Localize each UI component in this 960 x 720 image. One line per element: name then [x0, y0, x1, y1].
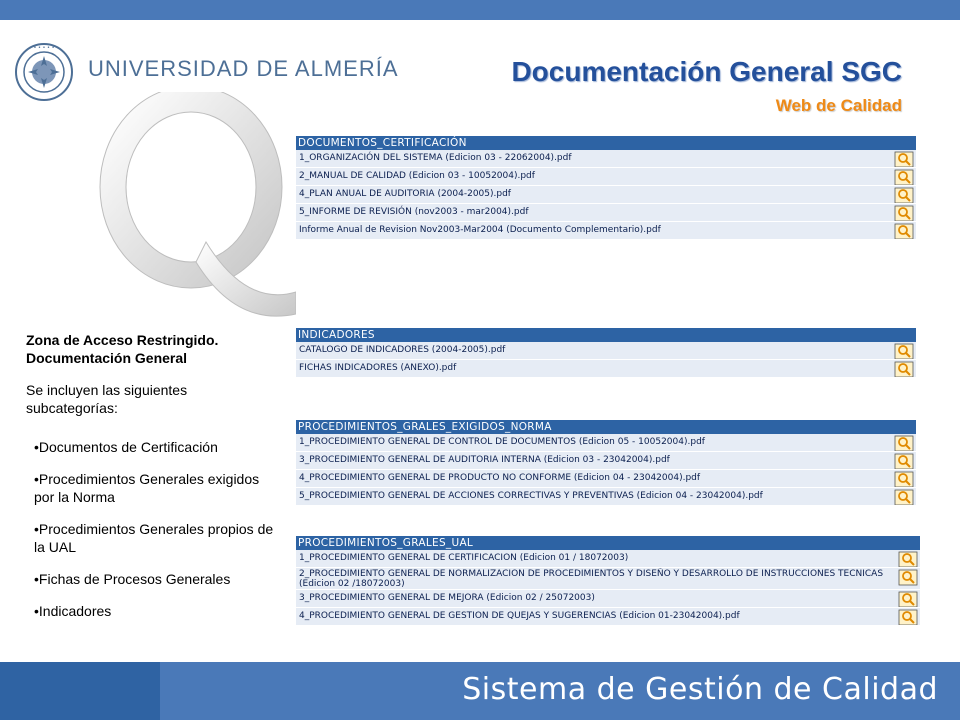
- file-link[interactable]: Informe Anual de Revision Nov2003-Mar2004 (Documento Complementario).pdf: [299, 225, 661, 235]
- section-header: INDICADORES: [296, 328, 916, 342]
- subcategory-list: [34, 438, 274, 634]
- university-name: UNIVERSIDAD DE ALMERÍA: [88, 56, 399, 81]
- section-procedimientos-exigidos-norma: [296, 420, 916, 506]
- file-row[interactable]: [296, 550, 920, 568]
- file-row[interactable]: [296, 186, 916, 204]
- magnifier-document-icon[interactable]: [894, 223, 914, 240]
- file-link[interactable]: 5_INFORME DE REVISIÓN (nov2003 - mar2004).pdf: [299, 207, 529, 217]
- file-row[interactable]: [296, 204, 916, 222]
- sidebar-description: [26, 331, 276, 417]
- restricted-zone-heading: [26, 331, 276, 367]
- section-indicadores: [296, 328, 916, 378]
- file-link[interactable]: 4_PROCEDIMIENTO GENERAL DE PRODUCTO NO CONFORME (Edicion 04 - 23042004).pdf: [299, 473, 701, 483]
- file-link[interactable]: 4_PLAN ANUAL DE AUDITORIA (2004-2005).pdf: [299, 189, 511, 199]
- magnifier-document-icon[interactable]: [894, 471, 914, 488]
- subcategory-item[interactable]: • Fichas de Procesos Generales: [34, 570, 274, 588]
- file-link[interactable]: 5_PROCEDIMIENTO GENERAL DE ACCIONES CORRECTIVAS Y PREVENTIVAS (Edicion 04 - 23042004).pdf: [299, 491, 763, 501]
- subcategory-item[interactable]: • Procedimientos Generales propios de la UAL: [34, 520, 274, 556]
- file-link[interactable]: 1_ORGANIZACIÓN DEL SISTEMA (Edicion 03 - 22062004).pdf: [299, 153, 572, 163]
- file-row[interactable]: [296, 488, 916, 506]
- page-title: Documentación General SGC: [511, 56, 902, 87]
- file-link[interactable]: CATALOGO DE INDICADORES (2004-2005).pdf: [299, 345, 506, 355]
- magnifier-document-icon[interactable]: [894, 187, 914, 204]
- section-header: PROCEDIMIENTOS_GRALES_UAL: [296, 536, 920, 550]
- file-row[interactable]: [296, 434, 916, 452]
- magnifier-document-icon[interactable]: [898, 551, 918, 568]
- magnifier-document-icon[interactable]: [898, 609, 918, 626]
- file-row[interactable]: [296, 222, 916, 240]
- restricted-zone-line-2: Documentación General: [26, 350, 188, 366]
- file-link[interactable]: 4_PROCEDIMIENTO GENERAL DE GESTION DE QUEJAS Y SUGERENCIAS (Edicion 01-23042004).pdf: [299, 611, 740, 621]
- file-row[interactable]: [296, 590, 920, 608]
- section-procedimientos-ual: [296, 536, 920, 626]
- file-link[interactable]: 1_PROCEDIMIENTO GENERAL DE CONTROL DE DOCUMENTOS (Edicion 05 - 10052004).pdf: [299, 437, 705, 447]
- file-link[interactable]: 2_PROCEDIMIENTO GENERAL DE NORMALIZACION DE PROCEDIMIENTOS Y DISEÑO Y DESARROLLO DE INSTRUCCIONES TECNICAS (Edicion 02 /18072003): [299, 569, 884, 589]
- footer-title: Sistema de Gestión de Calidad: [462, 672, 938, 707]
- magnifier-document-icon[interactable]: [898, 591, 918, 608]
- section-documentos-certificacion: [296, 136, 916, 240]
- university-logo[interactable]: [14, 40, 399, 100]
- file-row[interactable]: [296, 168, 916, 186]
- file-link[interactable]: 1_PROCEDIMIENTO GENERAL DE CERTIFICACION (Edicion 01 / 18072003): [299, 553, 629, 563]
- file-row[interactable]: [296, 452, 916, 470]
- magnifier-document-icon[interactable]: [894, 361, 914, 378]
- university-seal-icon: [14, 42, 74, 102]
- restricted-zone-line-1: Zona de Acceso Restringido.: [26, 332, 219, 348]
- file-row[interactable]: [296, 360, 916, 378]
- subcategory-item[interactable]: • Indicadores: [34, 602, 274, 620]
- magnifier-document-icon[interactable]: [894, 435, 914, 452]
- section-header: PROCEDIMIENTOS_GRALES_EXIGIDOS_NORMA: [296, 420, 916, 434]
- magnifier-document-icon[interactable]: [894, 151, 914, 168]
- page-subtitle: Web de Calidad: [775, 96, 902, 115]
- subcategory-item[interactable]: • Procedimientos Generales exigidos por la Norma: [34, 470, 274, 506]
- file-link[interactable]: FICHAS INDICADORES (ANEXO).pdf: [299, 363, 457, 373]
- file-row[interactable]: [296, 342, 916, 360]
- file-row[interactable]: [296, 608, 920, 626]
- top-bar: [0, 0, 960, 20]
- subcategory-item[interactable]: • Documentos de Certificación: [34, 438, 274, 456]
- magnifier-document-icon[interactable]: [894, 169, 914, 186]
- magnifier-document-icon[interactable]: [894, 489, 914, 506]
- file-row[interactable]: [296, 150, 916, 168]
- subcategory-intro: Se incluyen las siguientes subcategorías:: [26, 382, 188, 416]
- magnifier-document-icon[interactable]: [894, 343, 914, 360]
- magnifier-document-icon[interactable]: [898, 569, 918, 586]
- magnifier-document-icon[interactable]: [894, 205, 914, 222]
- svg-text:• • • • •: • • • • •: [33, 45, 55, 51]
- file-link[interactable]: 2_MANUAL DE CALIDAD (Edicion 03 - 10052004).pdf: [299, 171, 535, 181]
- section-header: DOCUMENTOS_CERTIFICACIÓN: [296, 136, 916, 150]
- footer-block-left: [0, 662, 160, 720]
- file-row[interactable]: [296, 470, 916, 488]
- magnifier-document-icon[interactable]: [894, 453, 914, 470]
- file-row[interactable]: [296, 568, 920, 590]
- quality-q-watermark: [96, 92, 296, 322]
- file-link[interactable]: 3_PROCEDIMIENTO GENERAL DE AUDITORIA INTERNA (Edicion 03 - 23042004).pdf: [299, 455, 670, 465]
- file-link[interactable]: 3_PROCEDIMIENTO GENERAL DE MEJORA (Edicion 02 / 25072003): [299, 593, 595, 603]
